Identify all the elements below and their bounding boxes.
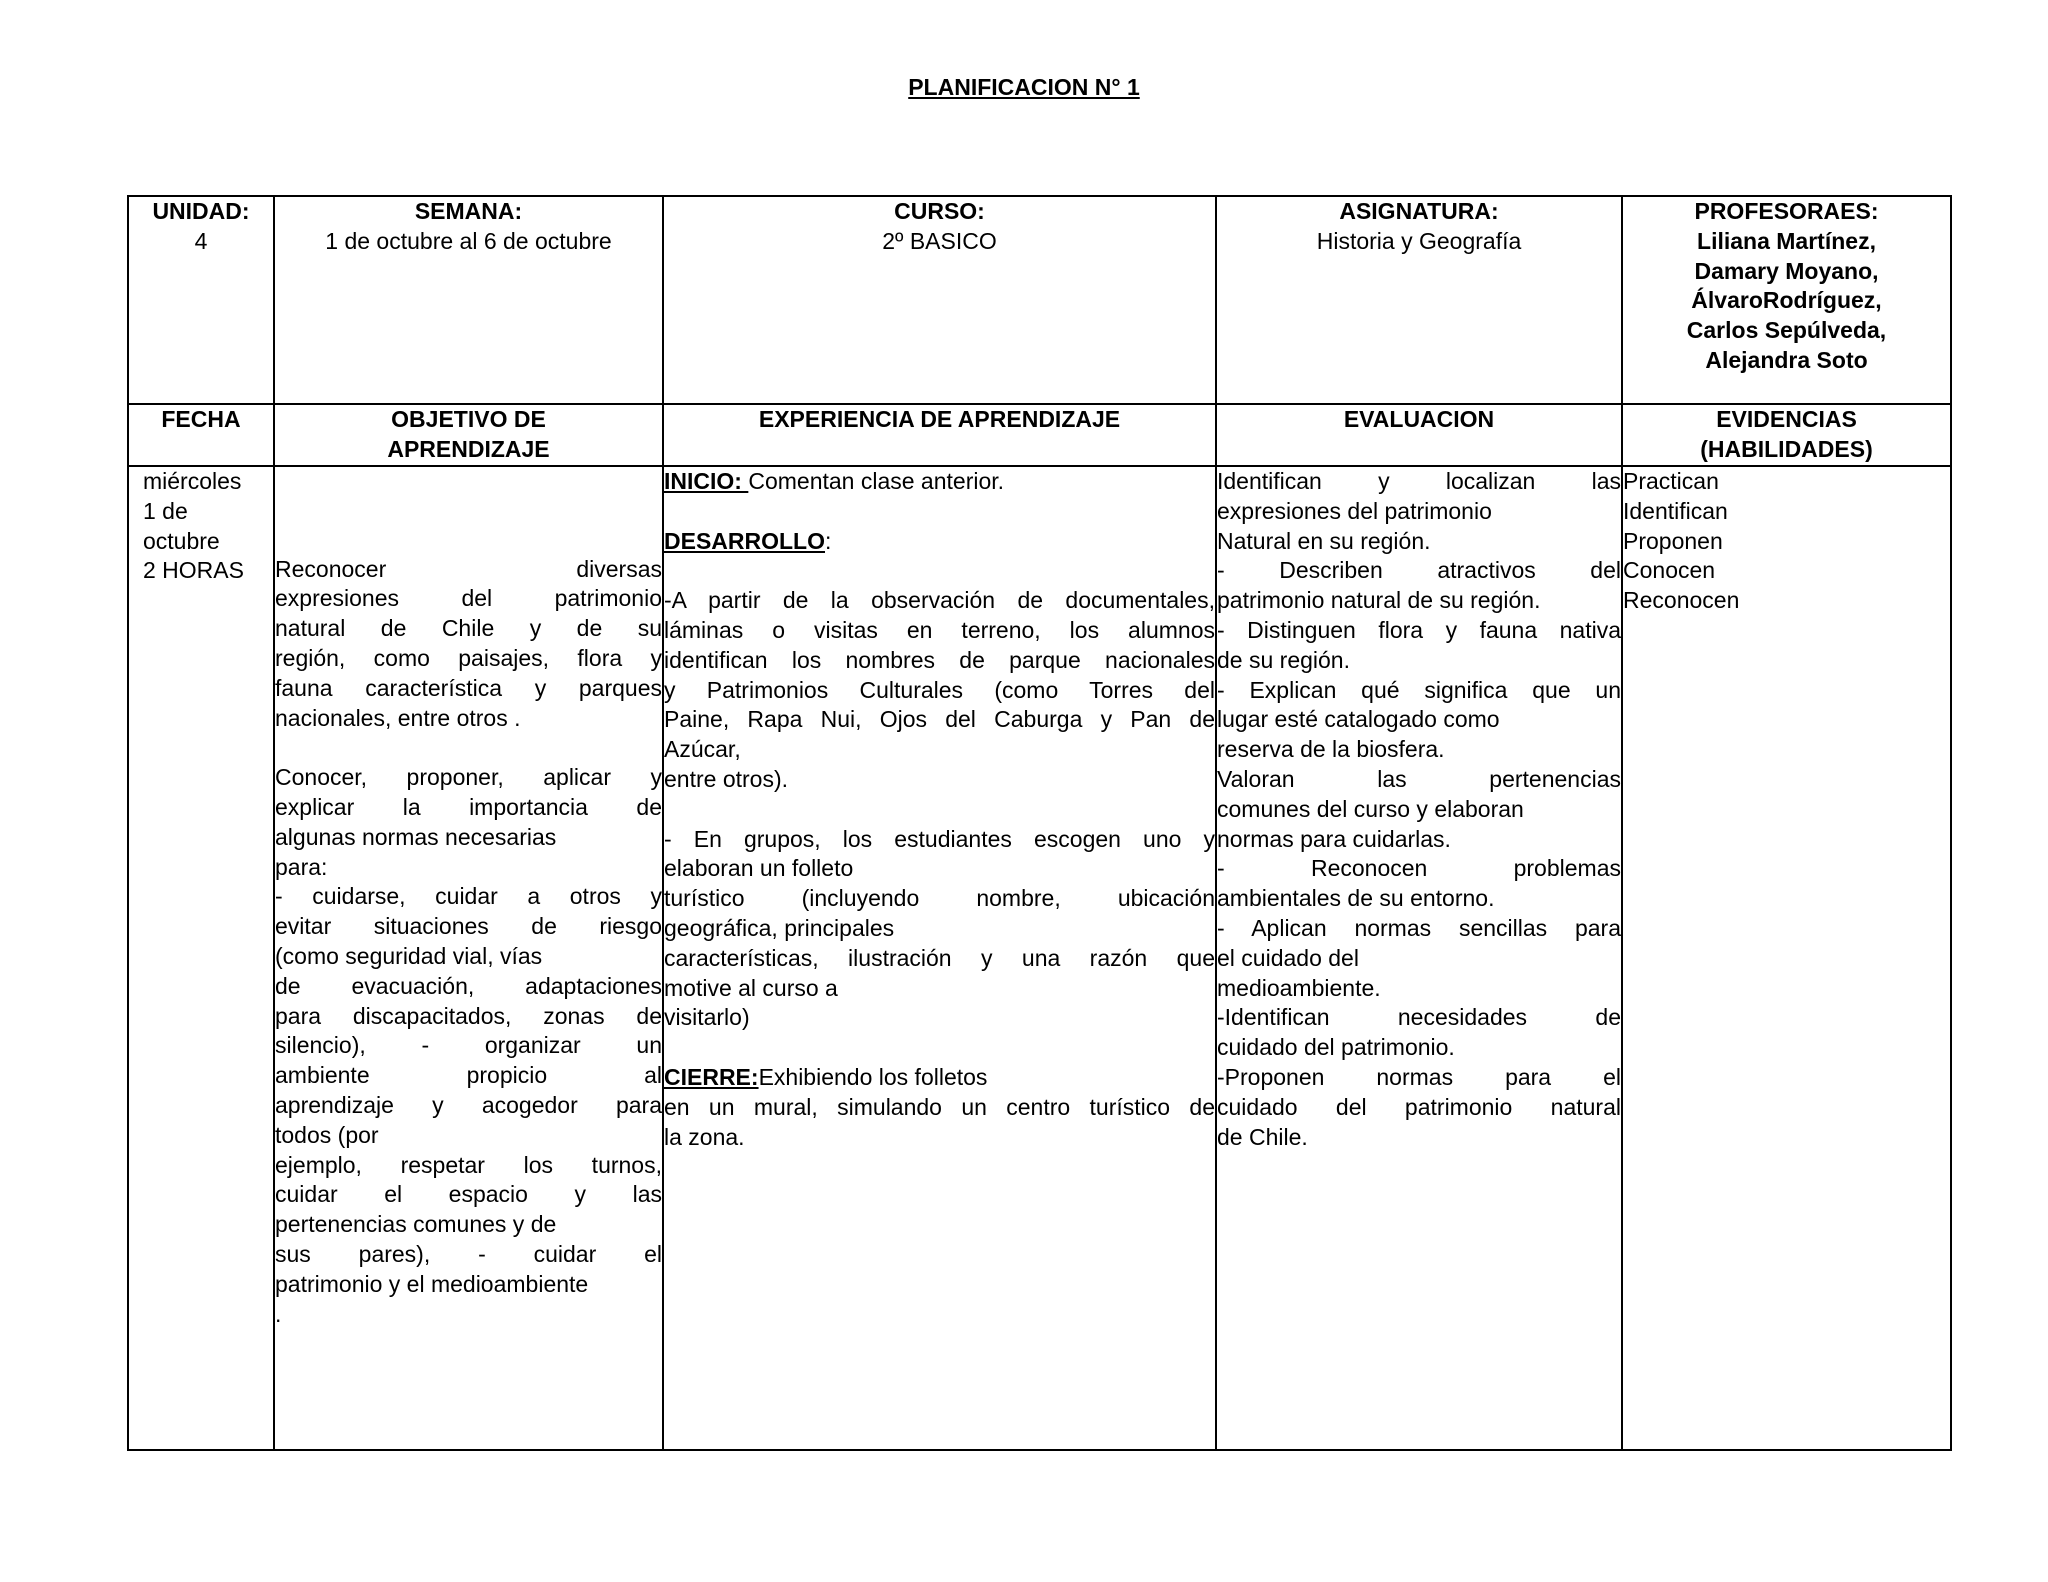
profesor-name: Damary Moyano, [1694,257,1879,284]
evaluacion-line: cuidado del patrimonio natural [1217,1093,1621,1120]
objetivo-line: cuidar el espacio y las [275,1181,662,1208]
experiencia-line: - En grupos, los estudiantes escogen uno y [664,825,1215,852]
cierre-text: Exhibiendo los folletos [758,1063,988,1090]
desarrollo-label: DESARROLLO [664,527,825,554]
evidencias-header-line: EVIDENCIAS [1716,406,1857,432]
experiencia-line: la zona. [664,1123,745,1150]
asignatura-label: ASIGNATURA: [1339,198,1499,224]
semana-value: 1 de octubre al 6 de octubre [325,227,612,254]
objetivo-line: natural de Chile y de su [275,615,662,642]
objetivo-line: explicar la importancia de [275,793,662,820]
evaluacion-line: cuidado del patrimonio. [1217,1034,1455,1061]
objetivo-line: algunas normas necesarias [275,823,557,850]
objetivo-header [274,404,663,466]
experiencia-line: Paine, Rapa Nui, Ojos del Caburga y Pan de [664,706,1215,733]
inicio-line [664,467,1215,497]
objetivo-line: fauna característica y parques [275,674,662,701]
evaluacion-line: - Aplican normas sencillas para [1217,914,1621,941]
objetivo-line: . [275,1300,282,1327]
profesores-cell [1622,196,1951,404]
experiencia-cell [663,466,1216,1450]
objetivo-line: patrimonio y el medioambiente [275,1270,589,1297]
evidencia-item: Identifican [1623,497,1728,524]
evidencias-cell [1622,466,1951,1450]
curso-value: 2º BASICO [882,227,997,254]
header-row [128,196,1951,404]
experiencia-line: -A partir de la observación de documentales, [664,587,1215,614]
objetivo-header-line: APRENDIZAJE [387,435,550,462]
experiencia-line: geográfica, principales [664,914,895,941]
evaluacion-line: Valoran las pertenencias [1217,765,1621,792]
profesor-name: Carlos Sepúlveda, [1686,317,1887,344]
evaluacion-cell [1216,466,1622,1450]
objetivo-cell [274,466,663,1450]
fecha-header-label: FECHA [161,406,241,432]
evaluacion-line: medioambiente. [1217,974,1381,1001]
unidad-cell [128,196,274,404]
evidencia-item: Reconocen [1623,587,1740,614]
evaluacion-header [1216,404,1622,466]
evaluacion-line: el cuidado del [1217,944,1359,971]
curso-label: CURSO: [894,198,985,224]
objetivo-line: silencio), - organizar un [275,1032,662,1059]
objetivo-line: para discapacitados, zonas de [275,1002,662,1029]
cierre-label: CIERRE: [664,1063,759,1090]
objetivo-line: todos (por [275,1121,379,1148]
experiencia-line: turístico (incluyendo nombre, ubicación [664,885,1215,912]
fecha-line: 1 de [143,497,188,524]
experiencia-line: y Patrimonios Culturales (como Torres del [664,676,1215,703]
experiencia-line: Azúcar, [664,736,741,763]
evaluacion-line: de su región. [1217,646,1350,673]
objetivo-line: ejemplo, respetar los turnos, [275,1151,662,1178]
desarrollo-line [664,527,1215,557]
evidencia-item: Practican [1623,468,1719,494]
objetivo-line: ambiente propicio al [275,1062,662,1089]
fecha-line: 2 HORAS [143,557,244,584]
unidad-value: 4 [194,227,208,254]
semana-label: SEMANA: [414,198,523,224]
profesor-name: ÁlvaroRodríguez, [1691,287,1882,314]
experiencia-header-label: EXPERIENCIA DE APRENDIZAJE [758,406,1121,432]
content-row [128,466,1951,1450]
objetivo-line: Reconocer diversas [275,555,662,582]
evaluacion-line: ambientales de su entorno. [1217,885,1495,912]
evaluacion-line: de Chile. [1217,1123,1308,1150]
semana-cell [274,196,663,404]
objetivo-line: para: [275,853,328,880]
objetivo-line: evitar situaciones de riesgo [275,913,662,940]
experiencia-line: láminas o visitas en terreno, los alumnos [664,616,1215,643]
evidencias-header [1622,404,1951,466]
fecha-cell [128,466,274,1450]
evidencias-header-line: (HABILIDADES) [1700,435,1873,462]
experiencia-line: visitarlo) [664,1004,750,1031]
asignatura-cell [1216,196,1622,404]
fecha-header [128,404,274,466]
evaluacion-line: -Proponen normas para el [1217,1063,1621,1090]
evaluacion-line: Natural en su región. [1217,527,1431,554]
objetivo-line: pertenencias comunes y de [275,1211,557,1238]
inicio-label: INICIO: [664,468,749,494]
evaluacion-line: expresiones del patrimonio [1217,497,1492,524]
evaluacion-line: - Describen atractivos del [1217,557,1621,584]
objetivo-line: (como seguridad vial, vías [275,942,543,969]
experiencia-line: entre otros). [664,765,788,792]
cierre-line [664,1063,1215,1093]
objetivo-line: Conocer, proponer, aplicar y [275,764,662,791]
experiencia-line: en un mural, simulando un centro turístico de [664,1093,1215,1120]
evaluacion-line: comunes del curso y elaboran [1217,795,1524,822]
objetivo-line: aprendizaje y acogedor para [275,1091,662,1118]
evaluacion-line: -Identifican necesidades de [1217,1004,1621,1031]
objetivo-line: - cuidarse, cuidar a otros y [275,883,662,910]
evaluacion-line: - Explican qué significa que un [1217,676,1621,703]
column-header-row [128,404,1951,466]
evaluacion-header-label: EVALUACION [1343,406,1495,432]
experiencia-line: motive al curso a [664,974,838,1001]
objetivo-line: región, como paisajes, flora y [275,644,662,671]
profesor-name: Liliana Martínez, [1697,227,1876,254]
objetivo-header-line: OBJETIVO DE [391,406,546,432]
evaluacion-line: - Reconocen problemas [1217,855,1621,882]
desarrollo-colon: : [825,527,832,554]
evaluacion-line: reserva de la biosfera. [1217,736,1445,763]
page-title: PLANIFICACION N° 1 [908,74,1140,100]
evidencia-item: Conocen [1623,557,1716,584]
evaluacion-line: - Distinguen flora y fauna nativa [1217,616,1621,643]
evidencia-item: Proponen [1623,527,1723,554]
evaluacion-line: normas para cuidarlas. [1217,825,1451,852]
evaluacion-line: Identifican y localizan las [1217,468,1621,494]
fecha-line: octubre [143,527,220,554]
asignatura-value: Historia y Geografía [1316,227,1522,254]
objetivo-line: de evacuación, adaptaciones [275,972,662,999]
profesor-name: Alejandra Soto [1705,346,1868,373]
inicio-text: Comentan clase anterior. [748,468,1005,494]
experiencia-header [663,404,1216,466]
evaluacion-line: patrimonio natural de su región. [1217,587,1541,614]
experiencia-line: identifican los nombres de parque nacionales [664,646,1215,673]
curso-cell [663,196,1216,404]
experiencia-line: elaboran un folleto [664,855,854,882]
objetivo-line: sus pares), - cuidar el [275,1240,662,1267]
experiencia-line: características, ilustración y una razón que [664,944,1215,971]
evaluacion-line: lugar esté catalogado como [1217,706,1500,733]
profesores-label: PROFESORAES: [1694,198,1879,224]
fecha-line: miércoles [143,468,242,494]
objetivo-line: expresiones del patrimonio [275,585,662,612]
objetivo-line: nacionales, entre otros . [275,704,521,731]
unidad-label: UNIDAD: [152,198,250,224]
planning-table [127,195,1952,1451]
